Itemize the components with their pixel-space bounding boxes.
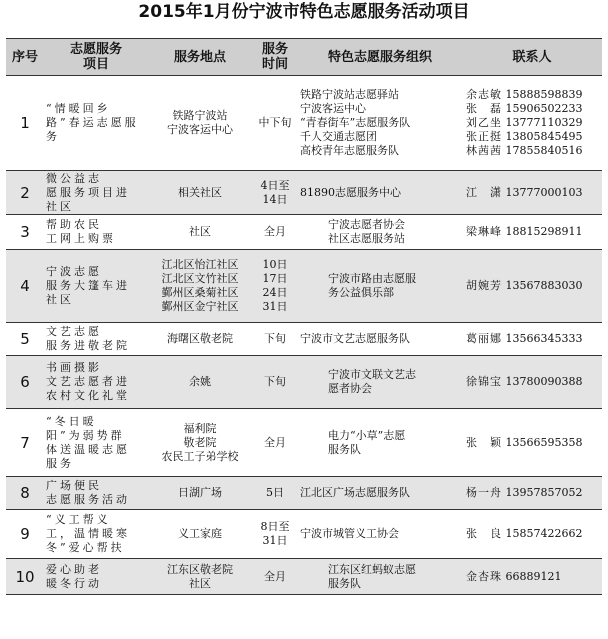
project-line: 暖冬行动 [46,576,102,590]
project-line: 服务 [46,456,74,470]
time-line: 31日 [262,300,288,313]
project-line: 冬”爱心帮扶 [46,541,125,554]
project-cell [44,477,148,510]
place-line: 义工家庭 [178,527,222,540]
project-line: 服务大篷车进 [46,279,130,292]
org-line: 电力“小草”志愿 [328,428,406,442]
org-line: 宁波市城管义工协会 [300,527,399,540]
contact-name: 金杏珠 [466,569,502,583]
contact-phone: 13777110329 [502,116,583,129]
place-cell [148,559,252,595]
table-row [6,76,602,171]
project-line: “情暖回乡 [46,102,111,115]
org-line: 社区志愿服务站 [328,232,405,245]
row-number: 8 [6,477,44,510]
contact-phone: 13957857052 [502,486,583,499]
table-header [6,39,602,76]
table-row [6,559,602,595]
place-line: 江北区怡江社区 [161,258,239,271]
contact-name: 张 良 [466,527,502,540]
contact-phone: 15888598839 [502,88,583,101]
contact-name: 胡婉芳 [466,279,502,292]
org-line: 宁波志愿者协会 [328,218,405,231]
org-line: 愿者协会 [328,382,372,395]
project-line: 文艺志愿者进 [46,375,130,388]
header-place [148,39,252,76]
contact-entry [466,332,600,346]
project-line: 文艺志愿 [46,325,102,338]
project-cell [44,559,148,595]
table-row [6,510,602,559]
table-row [6,171,602,215]
org-cell [298,477,462,510]
project-line: 广场便民 [46,479,102,492]
org-line: 宁波市文艺志愿服务队 [300,332,410,345]
org-line: 宁波市文联文艺志 [328,368,416,381]
project-line: 社区 [46,199,74,213]
project-cell [44,76,148,171]
time-line: 下旬 [264,332,286,345]
time-cell [252,356,298,409]
header-line: 联系人 [512,49,552,65]
row-number: 9 [6,510,44,559]
contact-cell [462,215,602,250]
contact-entry [466,130,600,144]
time-line: 17日 [262,272,288,285]
header-org [298,39,462,76]
project-line: “义工帮义 [46,513,111,526]
contact-cell [462,76,602,171]
time-line: 全月 [264,225,286,238]
place-cell [148,215,252,250]
table-row [6,477,602,510]
contact-name: 林茜茜 [466,144,502,157]
project-line: 阳”为弱势群 [46,428,125,442]
project-line: 志愿服务活动 [46,493,130,506]
place-line: 鄞州区桑菊社区 [161,286,239,299]
contact-name: 刘乙坐 [466,116,502,129]
time-line: 14日 [262,192,288,206]
contact-name: 余志敏 [466,88,502,101]
project-line: “冬日暖 [46,414,97,428]
contact-phone: 13566595358 [502,435,583,449]
org-line: 务公益俱乐部 [328,286,394,299]
place-line: 江北区文竹社区 [161,272,239,285]
contact-entry [466,88,600,102]
project-line: 工网上购票 [46,232,116,245]
contact-entry [466,144,600,158]
time-cell [252,76,298,171]
place-line: 海曙区敬老院 [167,332,233,345]
place-line: 社区 [189,225,211,238]
header-line: 志愿服务 [69,42,122,57]
contact-name: 张正挺 [466,130,502,143]
contact-entry [466,375,600,389]
place-cell [148,409,252,477]
header-line: 项目 [82,57,109,72]
contact-name: 江 潇 [466,185,502,199]
org-cell [298,409,462,477]
project-cell [44,356,148,409]
header-num [6,39,44,76]
row-number: 4 [6,250,44,323]
org-line: 铁路宁波站志愿驿站 [300,88,399,101]
header-line: 序号 [11,49,38,65]
time-line: 10日 [262,258,288,271]
row-number: 2 [6,171,44,215]
project-line: 愿服务项目进 [46,185,130,199]
project-line: 爱心助老 [46,562,102,576]
project-line: 服务进敬老院 [46,339,130,352]
place-line: 敬老院 [183,435,217,449]
place-cell [148,510,252,559]
contact-entry [466,436,600,450]
contact-cell [462,559,602,595]
contact-phone: 18815298911 [502,225,583,238]
contact-entry [466,527,600,541]
contact-phone: 13805845495 [502,130,583,143]
place-line: 福利院 [183,421,217,435]
contact-name: 杨一舟 [466,486,502,499]
time-line: 中下旬 [258,116,292,129]
project-line: 社区 [46,293,74,306]
contact-phone: 13780090388 [502,375,583,388]
header-line: 服务地点 [173,49,226,65]
org-line: 江东区红蚂蚁志愿 [328,562,416,576]
contact-name: 张 磊 [466,102,502,115]
project-line: 农村文化礼堂 [46,389,130,402]
place-line: 铁路宁波站 [172,109,228,122]
place-cell [148,76,252,171]
header-line: 服务 [261,42,288,57]
contact-cell [462,510,602,559]
org-line: “青春街车”志愿服务队 [300,116,411,129]
org-cell [298,171,462,215]
table-row [6,409,602,477]
place-line: 日湖广场 [178,486,222,499]
contact-phone: 15906502233 [502,102,583,115]
contact-phone: 66889121 [502,569,562,583]
contact-name: 张 颖 [466,435,502,449]
time-line: 下旬 [264,375,286,388]
org-line: 宁波客运中心 [300,102,366,115]
project-cell [44,250,148,323]
time-cell [252,409,298,477]
contact-cell [462,409,602,477]
place-cell [148,323,252,356]
project-cell [44,171,148,215]
time-cell [252,510,298,559]
row-number: 10 [6,559,44,595]
contact-name: 梁琳峰 [466,225,502,238]
project-line: 帮助农民 [46,218,102,231]
place-cell [148,171,252,215]
org-line: 81890志愿服务中心 [300,185,401,199]
table-row [6,215,602,250]
project-line: 宁波志愿 [46,265,102,278]
time-cell [252,559,298,595]
org-line: 服务队 [328,442,361,456]
org-line: 服务队 [328,576,361,590]
project-line: 务 [46,130,60,143]
project-line: 路”春运志愿服 [46,116,139,129]
contact-phone: 17855840516 [502,144,583,157]
page-title: 2015年1月份宁波市特色志愿服务活动项目 [138,2,470,22]
place-line: 农民工子弟学校 [161,449,239,463]
time-line: 24日 [262,286,288,299]
header-line: 特色志愿服务组织 [327,49,432,65]
contact-phone: 13777000103 [502,185,583,199]
place-line: 相关社区 [178,185,222,199]
contact-cell [462,356,602,409]
time-cell [252,477,298,510]
place-line: 社区 [189,576,211,590]
time-line: 全月 [264,435,286,449]
header-time [252,39,298,76]
contact-cell [462,171,602,215]
org-cell [298,510,462,559]
time-line: 31日 [262,534,288,547]
org-line: 高校青年志愿服务队 [300,144,399,157]
project-line: 体送温暖志愿 [46,442,130,456]
table-row [6,323,602,356]
table-body [6,76,602,595]
project-line: 书画摄影 [46,361,102,374]
contact-entry [466,486,600,500]
row-number: 5 [6,323,44,356]
org-line: 宁波市路由志愿服 [328,272,416,285]
time-cell [252,215,298,250]
time-line: 全月 [264,569,286,583]
contact-cell [462,250,602,323]
table-row [6,250,602,323]
activity-table [6,38,602,595]
project-cell [44,409,148,477]
org-cell [298,76,462,171]
place-line: 鄞州区金宁社区 [161,300,239,313]
contact-cell [462,323,602,356]
row-number: 3 [6,215,44,250]
place-line: 宁波客运中心 [167,123,233,136]
place-cell [148,477,252,510]
project-line: 微公益志 [46,171,102,185]
place-line: 江东区敬老院 [167,562,233,576]
row-number: 1 [6,76,44,171]
header-line: 时间 [261,57,288,72]
contact-entry [466,279,600,293]
project-cell [44,215,148,250]
contact-entry [466,116,600,130]
table-row [6,356,602,409]
contact-phone: 13566345333 [502,332,583,345]
place-cell [148,356,252,409]
time-line: 8日至 [260,520,290,533]
header-contact [462,39,602,76]
header-row [6,39,602,76]
row-number: 7 [6,409,44,477]
contact-name: 徐锦宝 [466,375,502,388]
place-line: 余姚 [189,375,211,388]
time-cell [252,323,298,356]
org-cell [298,215,462,250]
org-cell [298,559,462,595]
contact-entry [466,102,600,116]
contact-entry [466,186,600,200]
time-cell [252,171,298,215]
project-cell [44,510,148,559]
org-cell [298,250,462,323]
project-cell [44,323,148,356]
project-line: 工，温情暖寒 [46,527,130,540]
contact-name: 葛丽娜 [466,332,502,345]
place-cell [148,250,252,323]
header-project [44,39,148,76]
row-number: 6 [6,356,44,409]
org-cell [298,356,462,409]
time-line: 4日至 [260,178,290,192]
org-line: 江北区广场志愿服务队 [300,486,410,499]
org-line: 千人交通志愿团 [300,130,377,143]
time-cell [252,250,298,323]
time-line: 5日 [266,486,284,499]
org-cell [298,323,462,356]
contact-phone: 13567883030 [502,279,583,292]
contact-entry [466,225,600,239]
contact-phone: 15857422662 [502,527,583,540]
contact-cell [462,477,602,510]
contact-entry [466,570,600,584]
